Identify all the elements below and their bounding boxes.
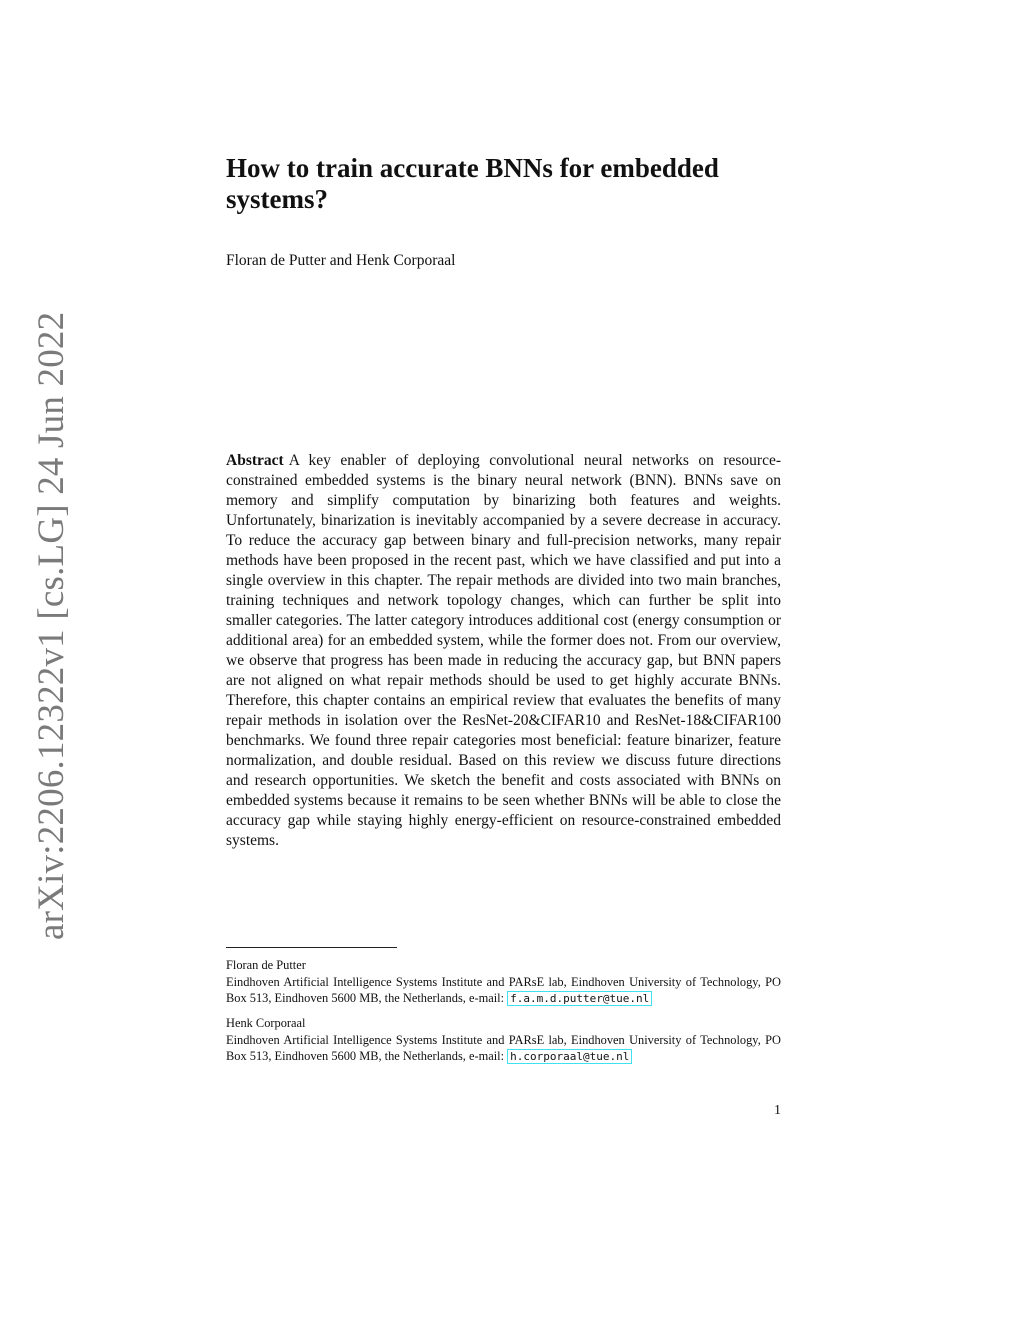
footnote-divider — [226, 947, 397, 948]
affiliation-address — [226, 974, 781, 1008]
arxiv-identifier-stamp: arXiv:2206.12322v1 [cs.LG] 24 Jun 2022 — [31, 311, 72, 940]
author-list: Floran de Putter and Henk Corporaal — [226, 252, 456, 269]
affiliation-address-text: Eindhoven Artificial Intelligence Systems Institute and PARsE lab, Eindhoven University of Technology, PO Box 513, Eindhoven 5600 MB, the Netherlands, e-mail: — [226, 974, 781, 1005]
abstract-label: Abstract — [226, 452, 284, 469]
affiliation-name: Henk Corporaal — [226, 1016, 306, 1030]
affiliation-block — [226, 957, 781, 1008]
email-link[interactable]: h.corporaal@tue.nl — [507, 1049, 632, 1064]
abstract-text: A key enabler of deploying convolutional neural networks on resource-constrained embedded systems is the binary neural network (BNN). BNNs save on memory and simplify computation by binarizing both features and weights. Unfortunately, binarization is inevitably accompanied by a severe decrease in accuracy. To reduce the accuracy gap between binary and full-precision networks, many repair methods have been proposed in the recent past, which we have classified and put into a single overview in this chapter. The repair methods are divided into two main branches, training techniques and network topology changes, which can further be split into smaller categories. The latter category introduces additional cost (energy consumption or additional area) for an embedded system, while the former does not. From our overview, we observe that progress has been made in reducing the accuracy gap, but BNN papers are not aligned on what repair methods should be used to get highly accurate BNNs. Therefore, this chapter contains an empirical review that evaluates the benefits of many repair methods in isolation over the ResNet-20&CIFAR10 and ResNet-18&CIFAR100 benchmarks. We found three repair categories most beneficial: feature binarizer, feature normalization, and double residual. Based on this review we discuss future directions and research opportunities. We sketch the benefit and costs associated with BNNs on embedded systems because it remains to be seen whether BNNs will be able to close the accuracy gap while staying highly energy-efficient on resource-constrained embedded systems. — [226, 452, 781, 849]
affiliation-address-text: Eindhoven Artificial Intelligence Systems Institute and PARsE lab, Eindhoven University of Technology, PO Box 513, Eindhoven 5600 MB, the Netherlands, e-mail: — [226, 1032, 781, 1063]
paper-title: How to train accurate BNNs for embedded systems? — [226, 153, 719, 214]
email-link[interactable]: f.a.m.d.putter@tue.nl — [507, 991, 652, 1006]
page-number: 1 — [774, 1103, 781, 1118]
affiliation-block — [226, 1015, 781, 1066]
affiliation-name: Floran de Putter — [226, 958, 306, 972]
affiliation-address — [226, 1032, 781, 1066]
abstract-paragraph — [226, 451, 781, 851]
